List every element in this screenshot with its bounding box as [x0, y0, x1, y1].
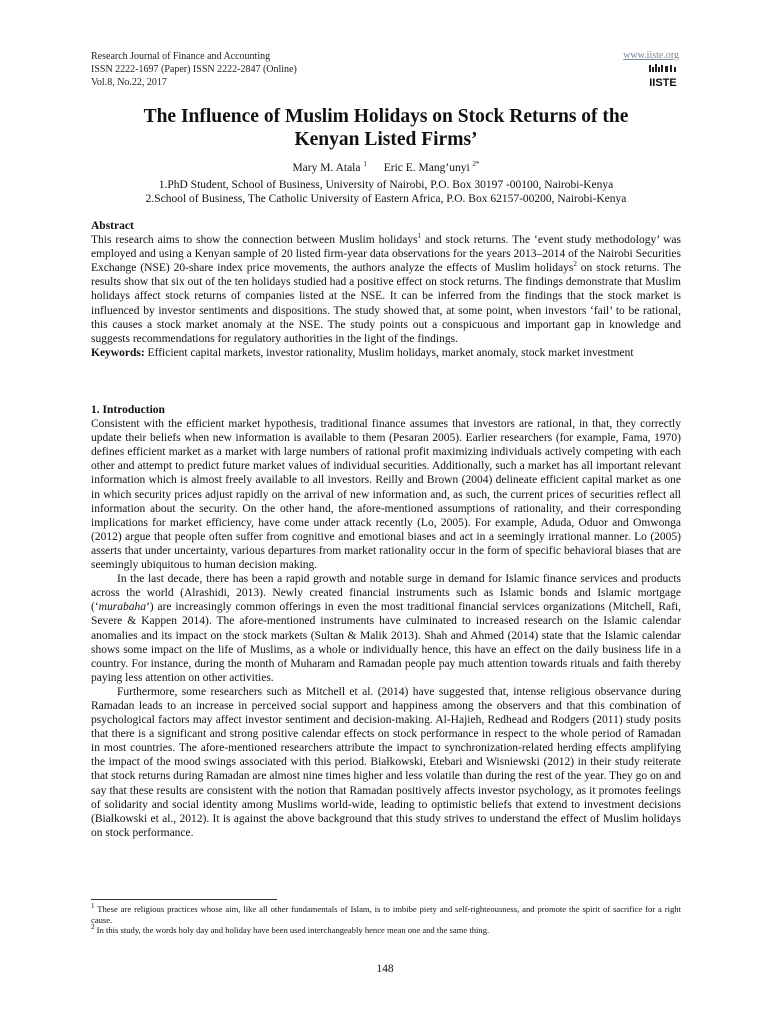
footnotes — [91, 904, 681, 936]
issn-line: ISSN 2222-1697 (Paper) ISSN 2222-2847 (Online) — [91, 64, 297, 76]
intro-paragraph-2 — [91, 572, 681, 685]
footnote-1 — [91, 904, 681, 925]
svg-text:IISTE: IISTE — [649, 77, 677, 88]
intro-paragraph-1: Consistent with the efficient market hypothesis, traditional finance assumes that investors are rational, in that, they correctly update their beliefs when new information is available to them (Pesaran 2005). Earlier researchers (for example, Fama, 1970) defines efficient market as a market with large numbers of rational profit maximizing individuals actively competing with each other and attempt to predict future market values of individual securities. Additionally, such a market has all important relevant information which is almost freely available to all investors. Reilly and Brown (2004) delineate efficient capital market as one in which security prices adjust rapidly on the arrival of new information and, as such, the current prices of securities reflect all information about the security. On the other hand, the afore-mentioned assumptions of rationality, and their corresponding implications for market efficiency, have come under attack recently (Lo, 2005). For example, Aduda, Oduor and Omwonga (2012) argue that people often suffer from cognitive and emotional biases and act in a seemingly irrational manner. Lo (2005) asserts that under uncertainty, various departures from market rationality occur in the form of specific behavioral biases that are seemingly ubiquitous to human decision making. — [91, 418, 681, 572]
abstract-text-a: This research aims to show the connection between Muslim holidays — [91, 234, 418, 247]
footnote-2-mark: 2 — [91, 923, 95, 932]
author-line — [91, 161, 681, 176]
running-header — [91, 50, 297, 90]
journal-name: Research Journal of Finance and Accounting — [91, 51, 271, 62]
abstract-text-c: on stock returns. The results show that six out of the ten holidays studied had a positive effect on stock returns. The findings demonstrate that Muslim holidays affect stock returns of companies listed at the NSE. It can be inferred from the findings that the stock market is influenced by investor sentiments and dispositions. The study showed that, at some point, when investors ‘fail’ to be rational, this causes a stock market anomaly at the NSE. The study points out a conspicuous and important gap in knowledge and suggests recommendations for regulatory authorities in the light of the findings. — [91, 262, 682, 345]
author-2-name: Eric E. Mang’unyi — [383, 162, 470, 174]
footnote-1-text: These are religious practices whose aim, like all other fundamentals of Islam, is to imbibe piety and self-righteousness, and promote the spirit of sacrifice for a right cause. — [91, 904, 681, 925]
abstract-heading: Abstract — [91, 220, 134, 232]
iiste-logo — [647, 64, 679, 88]
footnote-ref-1[interactable]: 1 — [417, 232, 422, 241]
author-1-affiliation-mark: 1 — [363, 160, 367, 169]
journal-url-link[interactable]: www.iiste.org — [623, 50, 679, 61]
footnote-2 — [91, 925, 681, 936]
footnote-2-text: In this study, the words holy day and holiday have been used interchangeably hence mean one and the same thing. — [94, 925, 490, 936]
page-number: 148 — [376, 963, 394, 975]
title-line-1: The Influence of Muslim Holidays on Stock Returns of the — [143, 106, 629, 127]
intro-paragraph-2-b: ’) are increasingly common offerings in even the most traditional financial services organizations (Mitchell, Rafi, Severe & Kappen 2014). The afore-mentioned instruments have culminated to increased research on the Islamic calendar anomalies and its impact on the stock markets (Sultan & Malik 2013). Shah and Ahmed (2014) state that the Islamic calendar shows some impact on the life of Muslims, as a whole or individually hence, this have an effect on the daily business life in a country. For instance, during the month of Muharam and Ramadan people pay much attention towards rituals and faith thereby paying less attention on other activities. — [91, 601, 681, 684]
affiliation-1: 1.PhD Student, School of Business, University of Nairobi, P.O. Box 30197 -00100, Nairobi-Kenya — [158, 179, 614, 191]
keywords-text: Efficient capital markets, investor rationality, Muslim holidays, market anomaly, stock market investment — [144, 346, 634, 359]
title-line-2: Kenyan Listed Firms’ — [294, 129, 478, 150]
volume-line: Vol.8, No.22, 2017 — [91, 77, 167, 89]
abstract-section — [91, 219, 681, 360]
abstract-text — [91, 233, 681, 346]
introduction-section — [91, 403, 681, 840]
footnote-1-mark: 1 — [91, 902, 95, 911]
keywords-label: Keywords: — [91, 346, 145, 359]
footnote-divider — [91, 899, 277, 900]
intro-paragraph-2-a: In the last decade, there has been a rapid growth and notable surge in demand for Islamic finance services and products across the world (Alrashidi, 2013). Newly created financial instruments such as Islamic bonds and Islamic mortgage (‘ — [91, 573, 681, 614]
introduction-heading: 1. Introduction — [91, 404, 165, 416]
paper-title — [91, 105, 681, 151]
affiliation-2: 2.School of Business, The Catholic University of Eastern Africa, P.O. Box 62157-00200, Nairobi-Kenya — [145, 193, 627, 205]
abstract-text-b: and stock returns. The ‘event study methodology’ was employed and using a Kenyan sample of 20 listed firm-year data observations for the years 2013–2014 of the Nairobi Securities Exchange (NSE) 20-share index price movements, the authors analyze the effects of Muslim holidays — [91, 234, 681, 275]
author-1 — [292, 162, 366, 174]
intro-paragraph-3: Furthermore, some researchers such as Mitchell et al. (2014) have suggested that, intense religious observance during Ramadan leads to an increase in perceived social support and happiness among the observers and that this combination of psychological factors may affect investor sentiment and decision-making. Al-Hajieh, Redhead and Rodgers (2011) study posits that there is a significant and strong positive calendar effects on stock performance in respect to the whole period of Ramadan in most countries. The afore-mentioned researchers attribute the impact to synchronization-related herding effects amplifying the impact of the mood swings associated with this period. Białkowski, Etebari and Wisniewski (2012) in their study reiterate that stock returns during Ramadan are almost nine times higher and less volatile than during the rest of the year. They go on and say that these results are consistent with the notion that Ramadan positively affects investor psychology, as it promotes feelings of solidarity and social identity among Muslims world-wide, leading to optimistic beliefs that extend to investment decisions (Białkowski et al., 2012). It is against the above background that this study strives to understand the effect of Muslim holidays on stock performance. — [91, 685, 681, 839]
author-2-affiliation-mark: 2* — [472, 160, 480, 169]
murabaha-term: murabaha — [98, 601, 146, 614]
author-1-name: Mary M. Atala — [292, 162, 361, 174]
footnote-ref-2[interactable]: 2 — [573, 260, 577, 269]
keywords — [91, 346, 681, 360]
author-2 — [384, 162, 480, 174]
